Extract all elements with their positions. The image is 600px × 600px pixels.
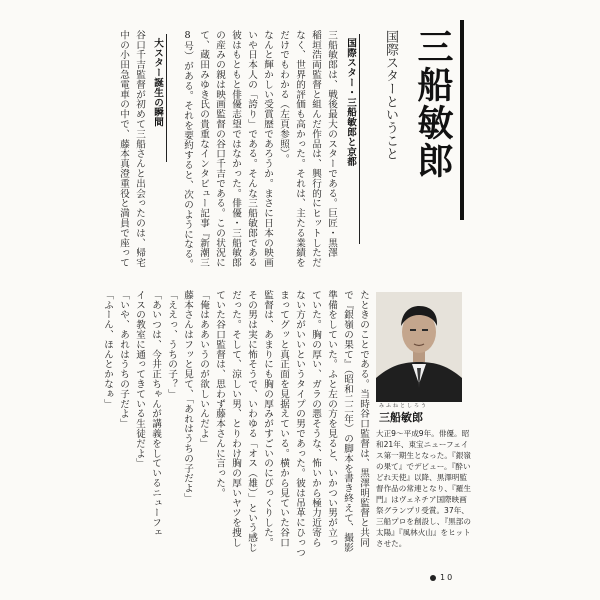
body-column: 「俺はああいうのが欲しいんだよ」 bbox=[198, 290, 209, 449]
body-column: 監督は、あまりにも胸の厚みがすごいのにびっくりした。 bbox=[262, 290, 273, 548]
portrait-image bbox=[376, 292, 462, 402]
body-column: その男は実に怖そうで、いわゆる「オス（雄）」という感じ bbox=[246, 290, 257, 553]
caption-ruby: みふねとしろう bbox=[379, 403, 429, 409]
section-2-heading: 大スター誕生の瞬間 bbox=[152, 38, 163, 128]
body-column: 中の小田急電車の中で、藤本真澄重役と満員で座って bbox=[118, 30, 129, 268]
body-column: 谷口千吉監督が初めて三船さんと出会ったのは、帰宅 bbox=[134, 30, 145, 268]
page-number bbox=[430, 573, 454, 582]
title-rule bbox=[460, 20, 464, 220]
body-column: たときのことである。当時谷口監督は、黒澤明監督と共同 bbox=[358, 290, 369, 548]
body-column: ていた。胸の厚い、ガラの悪そうな、怖いから極力近寄ら bbox=[310, 290, 321, 548]
body-column: 藤本さんはフッと見て、「あれはうちの子だよ」 bbox=[182, 290, 193, 503]
body-column: ていた谷口監督は、思わず藤本さんに言った。 bbox=[214, 290, 225, 498]
body-column: だった。そして、涼しい男、とりわけ胸の厚いヤツを捜し bbox=[230, 290, 241, 548]
section-1-heading: 国際スター・三船敏郎と京都 bbox=[345, 38, 356, 167]
body-column: ない方がいいというタイプの男であった。彼は吊革にひっつ bbox=[294, 290, 305, 558]
body-column: 三船敏郎は、戦後最大のスターである。巨匠・黒澤 bbox=[326, 30, 337, 258]
body-column: なんと輝かしい受賞歴であろうか。まさに日本の映画 bbox=[262, 30, 273, 268]
bullet-icon bbox=[430, 575, 436, 581]
body-column: 準備をしていた。ふと左の方を見ると、いかつい男が立っ bbox=[326, 290, 337, 548]
body-column: 「いや、あれはうちの子だよ」 bbox=[118, 290, 129, 429]
section-1-rule bbox=[359, 34, 360, 244]
page-title: 三船敏郎 bbox=[412, 28, 453, 180]
body-column: だけでもわかる（左頁参照）。 bbox=[278, 30, 289, 164]
caption-name: 三船敏郎 bbox=[379, 411, 423, 424]
body-column: イスの教室に通ってきている生徒だよ」 bbox=[134, 290, 145, 469]
page-subtitle: 国際スターということ bbox=[383, 30, 398, 160]
body-column: て、蔵田みゆき氏の貴重なインタビュー記事『新潮三 bbox=[198, 30, 209, 268]
caption-text: 大正9～平成9年。俳優。昭和21年、東宝ニューフェイス第一期生となった。『銀嶺の果て』でデビュー。『酔いどれ天使』以降、黒澤明監督作品の常連となり、『羅生門』はヴェネチア国際映画祭グランプリ受賞。37年、三船プロを創設し、『黒部の太陽』『風林火山』をヒットさせた。 bbox=[376, 429, 471, 548]
body-column: の産みの親は映画監督の谷口千吉である。この状況に bbox=[214, 30, 225, 268]
body-column: なく、世界的評価も高かった。それは、主たる業績を bbox=[294, 30, 305, 268]
body-column: 「ええっ、うちの子？」 bbox=[166, 290, 177, 399]
body-column: で『銀嶺の果て』（昭和二二年）の脚本を書き終えて、撮影 bbox=[342, 290, 353, 553]
body-column: 8号）がある。それを要約すると、次のようになる。 bbox=[182, 30, 193, 269]
body-column: 「ふーん、ほんとかなぁ」 bbox=[102, 290, 113, 409]
portrait-photo bbox=[376, 292, 462, 402]
body-column: 稲垣浩両監督と組んだ作品は、興行的にヒットしただ bbox=[310, 30, 321, 268]
page-number-value: 10 bbox=[440, 573, 455, 582]
body-column: 「あいつは、今井正ちゃんが講義をしているニューフェ bbox=[150, 290, 161, 538]
section-2-rule bbox=[166, 34, 167, 162]
body-column: まってグッと真正面を見据えている。横から見ていた谷口 bbox=[278, 290, 289, 548]
body-column: いや日本人の「誇り」である。そんな三船敏郎である bbox=[246, 30, 257, 268]
body-column: 彼はもともと俳優志望ではなかった。俳優・三船敏郎 bbox=[230, 30, 241, 268]
